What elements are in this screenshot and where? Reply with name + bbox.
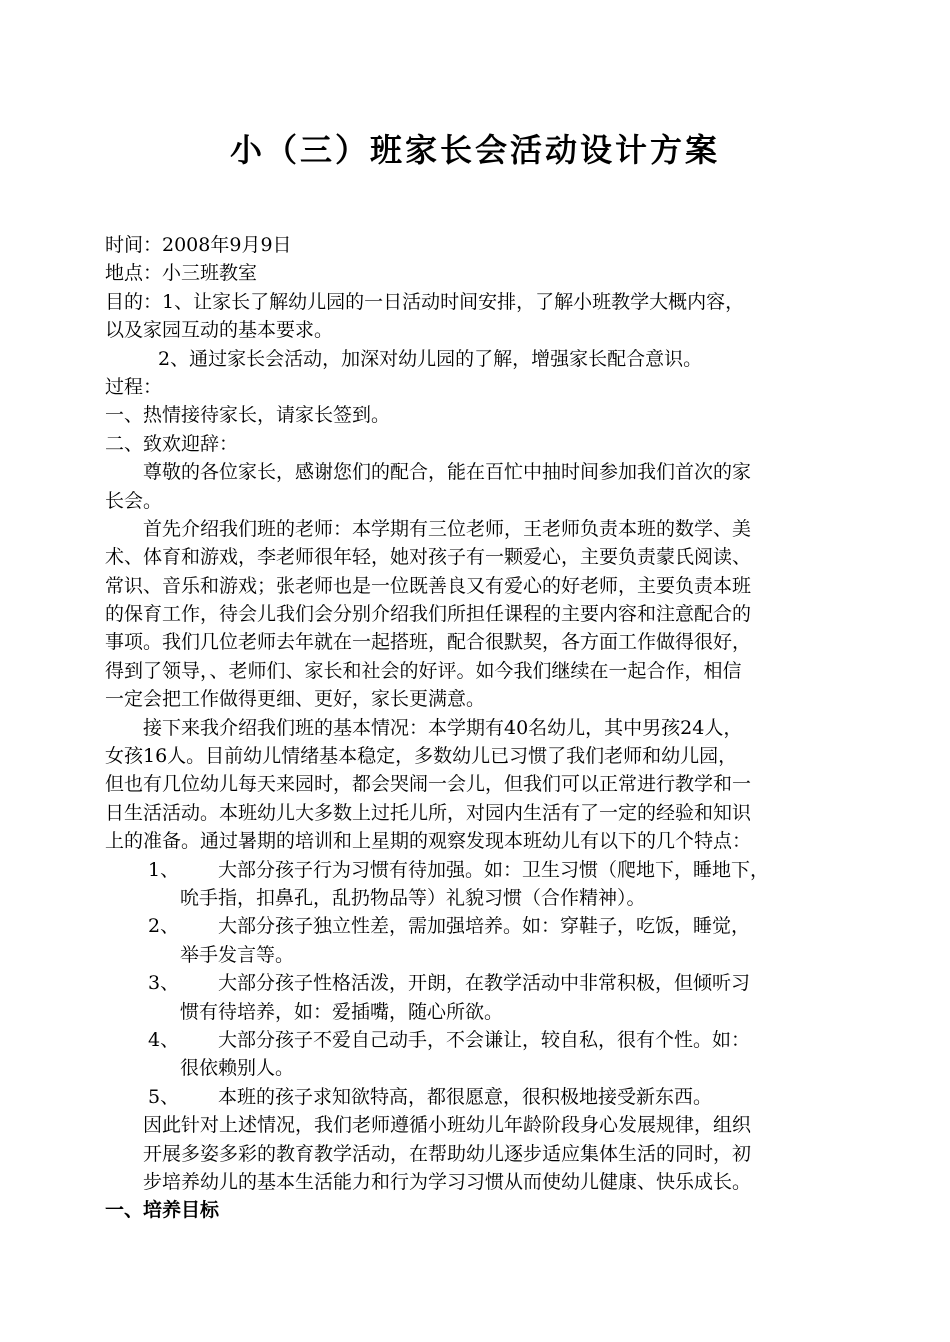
trait-continuation: 很依赖别人。 — [180, 1057, 295, 1080]
process-label: 过程： — [105, 375, 163, 398]
class-info-line: 但也有几位幼儿每天来园时，都会哭闹一会儿，但我们可以正常进行教学和一 — [105, 773, 752, 796]
document-body — [105, 231, 857, 1225]
trait-number: 4、 — [148, 1028, 180, 1051]
welcome-p1-line: 长会。 — [105, 489, 163, 512]
conclusion-line: 开展多姿多彩的教育教学活动，在帮助幼儿逐步适应集体生活的同时，初 — [143, 1142, 752, 1165]
teachers-line: 的保育工作，待会儿我们会分别介绍我们所担任课程的主要内容和注意配合的 — [105, 603, 752, 626]
trait-item — [105, 969, 857, 997]
trait-continuation: 吮手指，扣鼻孔，乱扔物品等）礼貌习惯（合作精神）。 — [180, 886, 646, 909]
trait-number: 5、 — [148, 1085, 180, 1108]
teachers-line: 首先介绍我们班的老师：本学期有三位老师，王老师负责本班的数学、美 — [143, 517, 752, 540]
teachers-line: 术、体育和游戏，李老师很年轻，她对孩子有一颗爱心，主要负责蒙氏阅读、 — [105, 546, 752, 569]
trait-number: 3、 — [148, 972, 180, 995]
trait-number: 1、 — [148, 858, 180, 881]
trait-item — [105, 912, 857, 940]
trait-item — [105, 1026, 857, 1054]
class-info-line: 上的准备。通过暑期的培训和上星期的观察发现本班幼儿有以下的几个特点： — [105, 830, 752, 853]
trait-text: 本班的孩子求知欲特高，都很愿意，很积极地接受新东西。 — [218, 1085, 713, 1108]
purpose-line-2: 以及家园互动的基本要求。 — [105, 319, 334, 342]
welcome-p1-line: 尊敬的各位家长，感谢您们的配合，能在百忙中抽时间参加我们首次的家 — [143, 461, 752, 484]
teachers-line: 一定会把工作做得更细、更好，家长更满意。 — [105, 688, 486, 711]
class-info-line: 接下来我介绍我们班的基本情况：本学期有40名幼儿，其中男孩24人， — [143, 716, 743, 739]
purpose-line-3: 2、通过家长会活动，加深对幼儿园的了解，增强家长配合意识。 — [158, 347, 703, 370]
trait-continuation: 惯有待培养，如：爱插嘴，随心所欲。 — [180, 1000, 504, 1023]
trait-item — [105, 856, 857, 884]
meeting-time: 时间：2008年9月9日 — [105, 234, 292, 256]
trait-number: 2、 — [148, 915, 180, 938]
conclusion-line: 因此针对上述情况，我们老师遵循小班幼儿年龄阶段身心发展规律，组织 — [143, 1114, 752, 1137]
teachers-line: 常识、音乐和游戏；张老师也是一位既善良又有爱心的好老师，主要负责本班 — [105, 574, 752, 597]
process-step-1: 一、热情接待家长，请家长签到。 — [105, 404, 391, 427]
purpose-line-1: 目的：1、让家长了解幼儿园的一日活动时间安排，了解小班教学大概内容， — [105, 290, 745, 313]
class-info-line: 女孩16人。目前幼儿情绪基本稳定，多数幼儿已习惯了我们老师和幼儿园， — [105, 745, 738, 768]
trait-text: 大部分孩子行为习惯有待加强。如：卫生习惯（爬地下，睡地下， — [218, 858, 770, 881]
teachers-line: 事项。我们几位老师去年就在一起搭班，配合很默契，各方面工作做得很好， — [105, 631, 752, 654]
trait-text: 大部分孩子性格活泼，开朗，在教学活动中非常积极，但倾听习 — [218, 972, 751, 995]
trait-text: 大部分孩子不爱自己动手，不会谦让，较自私，很有个性。如： — [218, 1028, 751, 1051]
trait-continuation: 举手发言等。 — [180, 943, 295, 966]
section-heading: 一、培养目标 — [105, 1199, 220, 1222]
process-step-2: 二、致欢迎辞： — [105, 432, 239, 455]
conclusion-line: 步培养幼儿的基本生活能力和行为学习习惯从而使幼儿健康、快乐成长。 — [143, 1170, 752, 1193]
page-title: 小（三）班家长会活动设计方案 — [229, 131, 720, 169]
teachers-line: 得到了领导，、老师们、家长和社会的好评。如今我们继续在一起合作，相信 — [105, 659, 742, 682]
trait-item — [105, 1083, 857, 1111]
class-info-line: 日生活活动。本班幼儿大多数上过托儿所，对园内生活有了一定的经验和知识 — [105, 801, 752, 824]
trait-text: 大部分孩子独立性差，需加强培养。如：穿鞋子，吃饭，睡觉， — [218, 915, 751, 938]
meeting-place: 地点：小三班教室 — [105, 262, 258, 285]
